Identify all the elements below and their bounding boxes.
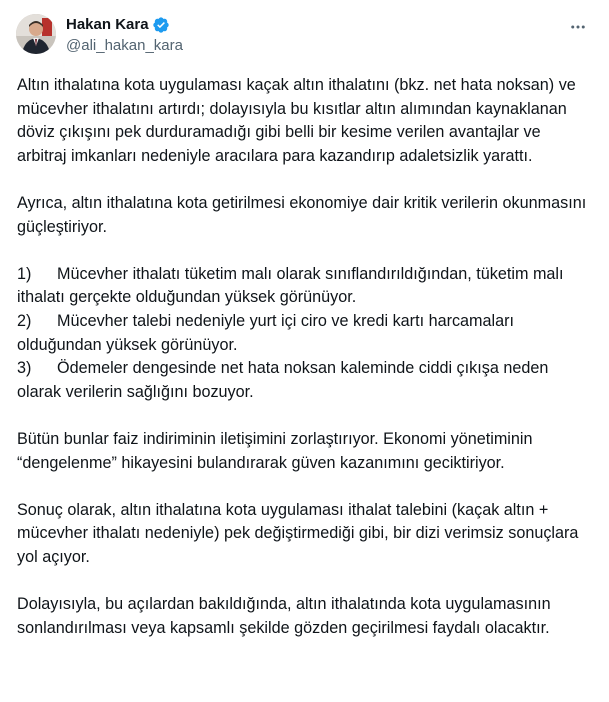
list-item bbox=[17, 357, 592, 404]
tweet-paragraph-4: Sonuç olarak, altın ithalatına kota uygulaması ithalat talebini (kaçak altın + mücevher ithalatı nedeniyle) pek değiştirmediği gibi, bir dizi verimsiz sonuçlara yol açıyor. bbox=[17, 500, 579, 566]
list-item bbox=[17, 263, 592, 310]
verified-badge-icon[interactable] bbox=[152, 16, 170, 34]
more-button[interactable] bbox=[565, 14, 591, 40]
tweet-paragraph-5: Dolayısıyla, bu açılardan bakıldığında, altın ithalatında kota uygulamasının sonlandırılması veya kapsamlı şekilde gözden geçirilmesi faydalı olacaktır. bbox=[17, 595, 551, 637]
list-item bbox=[17, 310, 592, 357]
list-number: 1) bbox=[17, 264, 32, 283]
list-text: Ödemeler dengesinde net hata noksan kaleminde ciddi çıkışa neden olarak verilerin sağlığını bozuyor. bbox=[17, 359, 549, 401]
list-text: Mücevher talebi nedeniyle yurt içi ciro ve kredi kartı harcamaları olduğundan yüksek görünüyor. bbox=[17, 311, 515, 354]
list-text: Mücevher ithalatı tüketim malı olarak sınıflandırıldığından, tüketim malı ithalatı gerçekte olduğundan yüksek görünüyor. bbox=[17, 264, 564, 307]
author-name[interactable]: Hakan Kara bbox=[66, 16, 149, 33]
more-horizontal-icon bbox=[569, 18, 587, 36]
tweet-header bbox=[16, 12, 593, 60]
avatar[interactable] bbox=[16, 14, 56, 54]
tweet-paragraph-3: Bütün bunlar faiz indiriminin iletişimini zorlaştırıyor. Ekonomi yönetiminin “dengelenme” hikayesini bulandırarak güven kazanımını geciktiriyor. bbox=[17, 429, 533, 472]
list-number: 3) bbox=[17, 359, 32, 378]
tweet-numbered-list bbox=[17, 263, 592, 405]
author-handle[interactable]: @ali_hakan_kara bbox=[66, 37, 183, 54]
person-avatar-icon bbox=[16, 14, 56, 54]
tweet-text bbox=[17, 74, 592, 664]
author-block bbox=[66, 15, 183, 56]
tweet-paragraph-1: Altın ithalatına kota uygulaması kaçak altın ithalatını (bkz. net hata noksan) ve mücevher ithalatını artırdı; dolayısıyla bu kısıtlar altın alımından kaynaklanan döviz çıkışını pek durduramadığı gibi belli bir kesime verilen avantajlar ve arbitraj imkanları nedeniyle aracılara para kazandırıp adaletsizlik yarattı. bbox=[17, 76, 576, 165]
name-row bbox=[66, 15, 183, 35]
tweet-paragraph-2: Ayrıca, altın ithalatına kota getirilmesi ekonomiye dair kritik verilerin okunmasını güçleştiriyor. bbox=[17, 193, 587, 236]
list-number: 2) bbox=[17, 311, 32, 330]
